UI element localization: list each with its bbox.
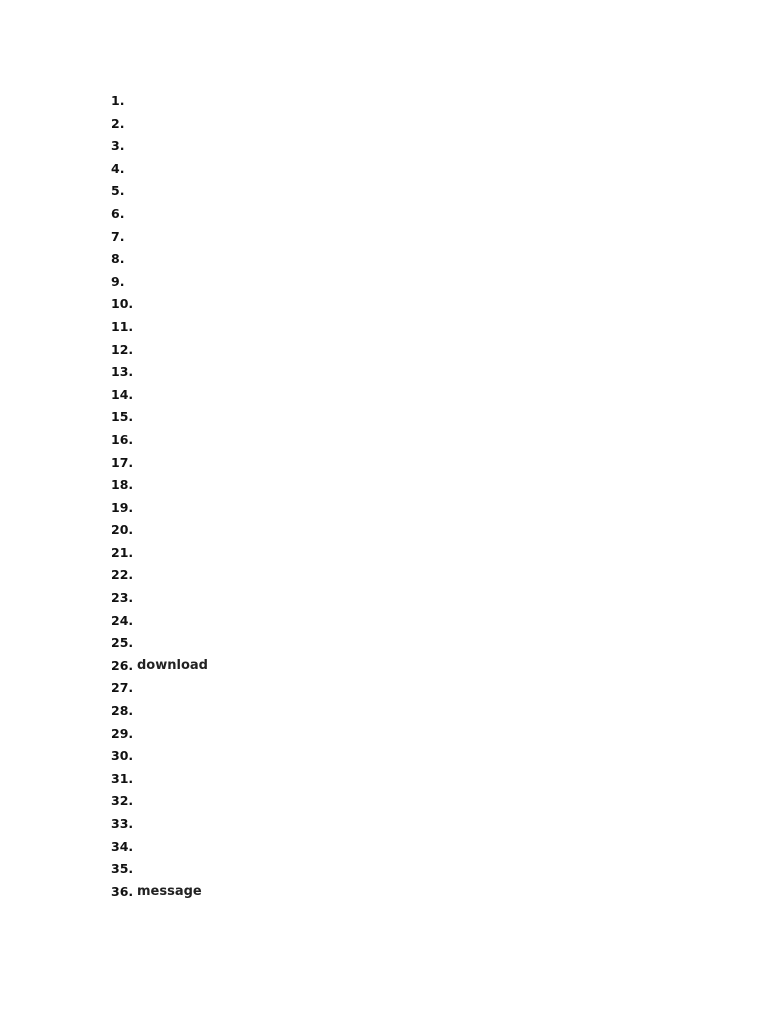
item-number: 21. (111, 544, 134, 560)
list-item (111, 406, 711, 429)
list-item (111, 700, 711, 723)
item-number: 24. (111, 612, 134, 628)
list-item (111, 587, 711, 610)
item-number: 4. (111, 160, 125, 176)
list-item (111, 452, 711, 475)
item-number: 18. (111, 477, 134, 493)
item-number: 3. (111, 138, 125, 154)
item-number: 33. (111, 816, 134, 831)
list-item (111, 881, 711, 904)
item-number: 7. (111, 228, 125, 244)
item-number: 27. (111, 680, 134, 696)
list-item (111, 113, 711, 136)
list-item (111, 180, 711, 203)
item-number: 5. (111, 183, 125, 199)
item-number: 14. (111, 386, 134, 402)
list-item (111, 677, 711, 700)
item-number: 2. (111, 115, 125, 131)
item-number: 10. (111, 296, 134, 312)
list-item (111, 361, 711, 384)
list-item (111, 271, 711, 294)
item-number: 15. (111, 409, 134, 425)
item-number: 6. (111, 205, 125, 221)
list-item (111, 293, 711, 316)
item-number: 28. (111, 703, 134, 719)
item-number: 8. (111, 251, 125, 267)
item-number: 20. (111, 522, 134, 538)
item-number: 34. (111, 838, 134, 854)
item-number: 26. (111, 657, 134, 673)
list-item (111, 158, 711, 181)
item-number: 30. (111, 748, 134, 764)
item-number: 16. (111, 431, 134, 447)
item-number: 13. (111, 364, 134, 380)
list-item (111, 519, 711, 542)
list-item (111, 542, 711, 565)
item-number: 25. (111, 635, 134, 651)
item-number: 17. (111, 454, 134, 470)
list-item (111, 226, 711, 249)
list-item (111, 135, 711, 158)
list-item (111, 90, 711, 113)
list-item (111, 203, 711, 226)
list-item (111, 768, 711, 791)
list-item (111, 632, 711, 655)
item-number: 32. (111, 793, 134, 809)
list-item (111, 339, 711, 362)
item-number: 12. (111, 341, 134, 357)
item-number: 11. (111, 318, 134, 334)
list-item (111, 813, 711, 836)
list-item (111, 610, 711, 633)
item-number: 22. (111, 567, 134, 583)
list-item (111, 497, 711, 520)
list-item (111, 384, 711, 407)
list-item (111, 745, 711, 768)
numbered-list (111, 90, 711, 903)
list-item (111, 723, 711, 746)
item-text-emphasis: download (137, 657, 208, 673)
list-item (111, 790, 711, 813)
list-item (111, 564, 711, 587)
item-number: 36. (111, 883, 134, 899)
item-text (137, 881, 202, 904)
list-item (111, 858, 711, 881)
list-item (111, 429, 711, 452)
list-item (111, 248, 711, 271)
item-text (137, 655, 208, 678)
item-number: 23. (111, 590, 134, 606)
item-number: 29. (111, 725, 134, 741)
item-number: 35. (111, 861, 134, 877)
list-item (111, 836, 711, 859)
item-text-emphasis: message (137, 883, 202, 899)
list-item (111, 655, 711, 678)
list-item (111, 316, 711, 339)
item-number: 1. (111, 93, 125, 108)
item-number: 19. (111, 499, 134, 515)
item-number: 9. (111, 273, 125, 289)
item-number: 31. (111, 770, 134, 786)
list-item (111, 474, 711, 497)
